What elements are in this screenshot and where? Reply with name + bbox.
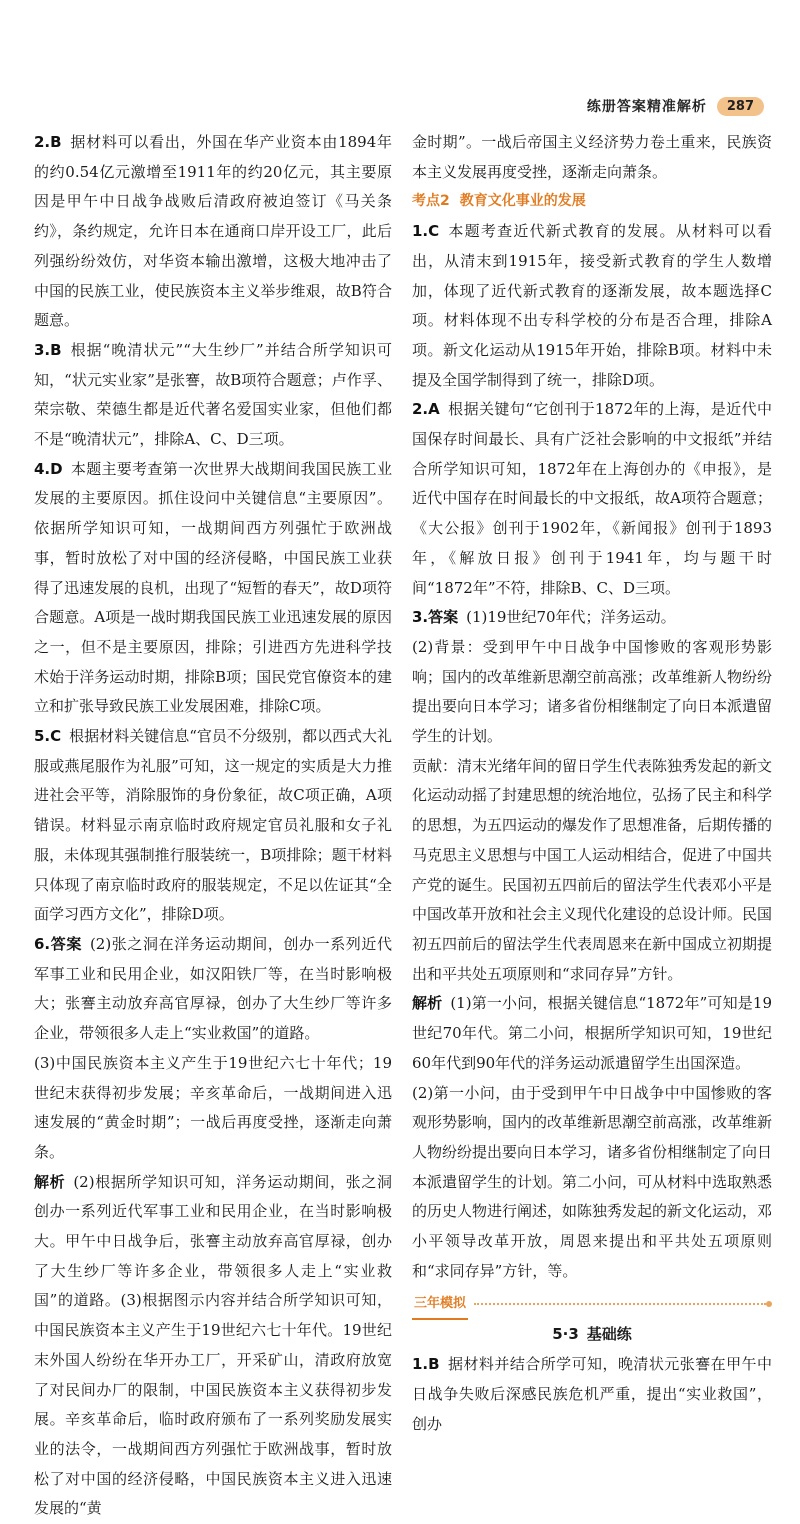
answer-label: 2.A: [412, 400, 440, 419]
analysis-item-3-part2: [412, 1079, 772, 1287]
answer-label: 3.B: [34, 340, 62, 359]
section-heading: [412, 187, 772, 217]
answer-label: 3.答案: [412, 608, 459, 627]
analysis-text: (2)第一小问，由于受到甲午中日战争中中国惨败的客观形势影响，国内的改革维新思潮空前高涨，改革维新人物纷纷提出要向日本学习，诸多省份相继制定了向日本派遣留学生的计划。第二小问，可从材料中选取熟悉的历史人物进行阐述，如陈独秀发起的新文化运动，邓小平领导改革开放，周恩来提出和平共处五项原则和“求同存异”方针，等。: [412, 1083, 773, 1280]
answer-text: 本题主要考查第一次世界大战期间我国民族工业发展的主要原因。抓住设问中关键信息“主要原因”。依据所学知识可知，一战期间西方列强忙于欧洲战事，暂时放松了对中国的经济侵略，中国民族工业获得了迅速发展的良机，出现了“短暂的春天”，故D项符合题意。A项是一战时期我国民族工业迅速发展的原因之一，但不是主要原因，排除；引进西方先进科学技术始于洋务运动时期，排除B项；国民党官僚资本的建立和扩张导致民族工业发展困难，排除C项。: [34, 459, 392, 716]
answer-text: (2)背景：受到甲午中日战争中国惨败的客观形势影响；国内的改革维新思潮空前高涨；改革维新人物纷纷提出要向日本学习；诸多省份相继制定了向日本派遣留学生的计划。: [412, 637, 773, 746]
answer-item-3-contribution: [412, 752, 772, 990]
analysis-label: 解析: [34, 1172, 66, 1191]
section-divider: [412, 1290, 772, 1318]
answer-text: (3)中国民族资本主义产生于19世纪六七十年代；19世纪末获得初步发展；辛亥革命后，一战期间进入迅速发展的“黄金时期”；一战后再度受挫，逐渐走向萧条。: [34, 1053, 392, 1161]
answer-item-6: [34, 930, 392, 1049]
answer-item-3b: [34, 336, 392, 455]
analysis-text: (2)根据所学知识可知，洋务运动期间，张之洞创办一系列近代军事工业和民用企业，在当时影响极大。甲午中日战争后，张謇主动放弃高官厚禄，创办了大生纱厂等许多企业，带领很多人走上“实业救国”的道路。(3)根据图示内容并结合所学知识可知，中国民族资本主义产生于19世纪六七十年代。19世纪末外国人纷纷在华开办工厂，开采矿山，清政府放宽了对民间办厂的限制，中国民族资本主义获得初步发展。辛亥革命后，临时政府颁布了一系列奖励发展实业的法令，一战期间西方列强忙于欧洲战事，暂时放松了对中国的经济侵略，中国民族资本主义进入迅速发展的“黄: [34, 1172, 392, 1518]
answer-item-2b: [34, 128, 392, 336]
divider-badge: 三年模拟: [412, 1289, 468, 1321]
answer-label: 1.B: [412, 1355, 440, 1374]
answer-item-3-background: [412, 633, 772, 752]
answer-text: 本题考查近代新式教育的发展。从材料可以看出，从清末到1915年，接受新式教育的学生人数增加，体现了近代新式教育的逐渐发展，故本题选择C项。材料体现不出专科学校的分布是否合理，排除A项。新文化运动从1915年开始，排除B项。材料中未提及全国学制得到了统一，排除D项。: [412, 222, 772, 389]
answer-text: 贡献：清末光绪年间的留日学生代表陈独秀发起的新文化运动动摇了封建思想的统治地位，弘扬了民主和科学的思想，为五四运动的爆发作了思想准备，后期传播的马克思主义思想与中国工人运动相结合，促进了中国共产党的诞生。民国初五四前后的留法学生代表邓小平是中国改革开放和社会主义现代化建设的总设计师。民国初五四前后的留法学生代表周恩来在新中国成立初期提出和平共处五项原则和“求同存异”方针。: [412, 756, 773, 983]
answer-item-1b: [412, 1350, 772, 1439]
answer-label: 1.C: [412, 222, 440, 241]
answer-label: 4.D: [34, 459, 63, 478]
right-column: [412, 128, 772, 1439]
analysis-item-6: [34, 1168, 392, 1524]
answer-item-4d: [34, 455, 392, 722]
subsection-title: 基础练: [586, 1325, 632, 1344]
answer-text: (1)19世纪70年代；洋务运动。: [466, 608, 676, 627]
left-column: [34, 128, 392, 1524]
continuation-text: 金时期”。一战后帝国主义经济势力卷土重来，民族资本主义发展再度受挫，逐渐走向萧条。: [412, 133, 772, 181]
analysis-label: 解析: [412, 994, 443, 1013]
answer-label: 5.C: [34, 727, 62, 746]
analysis-text: (1)第一小问，根据关键信息“1872年”可知是19世纪70年代。第二小问，根据所学知识可知，19世纪60年代到90年代的洋务运动派遣留学生出国深造。: [412, 994, 772, 1072]
answer-label: 6.答案: [34, 934, 82, 953]
answer-text: 根据“晚清状元”“大生纱厂”并结合所学知识可知，“状元实业家”是张謇，故B项符合题意；卢作孚、荣宗敬、荣德生都是近代著名爱国实业家，但他们都不是“晚清状元”，排除A、C、D三项。: [34, 340, 392, 449]
header-title: 练册答案精准解析: [586, 99, 707, 115]
answer-text: (2)张之洞在洋务运动期间，创办一系列近代军事工业和民用企业，如汉阳铁厂等，在当时影响极大；张謇主动放弃高官厚禄，创办了大生纱厂等许多企业，带领很多人走上“实业救国”的道路。: [34, 934, 392, 1043]
answer-item-3: [412, 603, 772, 633]
subsection-heading: [412, 1320, 772, 1350]
answer-item-5c: [34, 722, 392, 930]
page-header: [587, 96, 764, 116]
answer-text: 据材料可以看出，外国在华产业资本由1894年的约0.54亿元激增至1911年的约20亿元，其主要原因是甲午中日战争战败后清政府被迫签订《马关条约》，条约规定，允许日本在通商口岸开设工厂，此后列强纷纷效仿，对华资本输出激增，这极大地冲击了中国的民族工业，使民族资本主义举步维艰，故B符合题意。: [34, 133, 392, 330]
section-title: 教育文化事业的发展: [459, 193, 586, 210]
divider-dot: [766, 1301, 772, 1307]
answer-label: 2.B: [34, 133, 62, 151]
analysis-item-3: [412, 989, 772, 1078]
answer-item-1c: [412, 217, 772, 395]
answer-item-2a: [412, 395, 772, 603]
subsection-number: 5·3: [552, 1325, 579, 1344]
answer-item-6-part3: [34, 1049, 392, 1168]
page-number-badge: 287: [717, 97, 764, 116]
section-label: 考点2: [412, 193, 450, 210]
answer-text: 据材料并结合所学可知，晚清状元张謇在甲午中日战争失败后深感民族危机严重，提出“实业救国”，创办: [412, 1355, 772, 1433]
answer-text: 根据材料关键信息“官员不分级别，都以西式大礼服或燕尾服作为礼服”可知，这一规定的实质是大力推进社会平等，消除服饰的身份象征，故C项正确，A项错误。材料显示南京临时政府规定官员礼服和女子礼服，未体现其强制推行服装统一，B项排除；题干材料只体现了南京临时政府的服装规定，不足以佐证其“全面学习西方文化”，排除D项。: [34, 727, 392, 924]
answer-text: 根据关键句“它创刊于1872年的上海，是近代中国保存时间最长、具有广泛社会影响的中文报纸”并结合所学知识可知，1872年在上海创办的《申报》，是近代中国存在时间最长的中文报纸，故A项符合题意；《大公报》创刊于1902年，《新闻报》创刊于1893年，《解放日报》创刊于1941年，均与题干时间“1872年”不符，排除B、C、D三项。: [412, 400, 772, 597]
